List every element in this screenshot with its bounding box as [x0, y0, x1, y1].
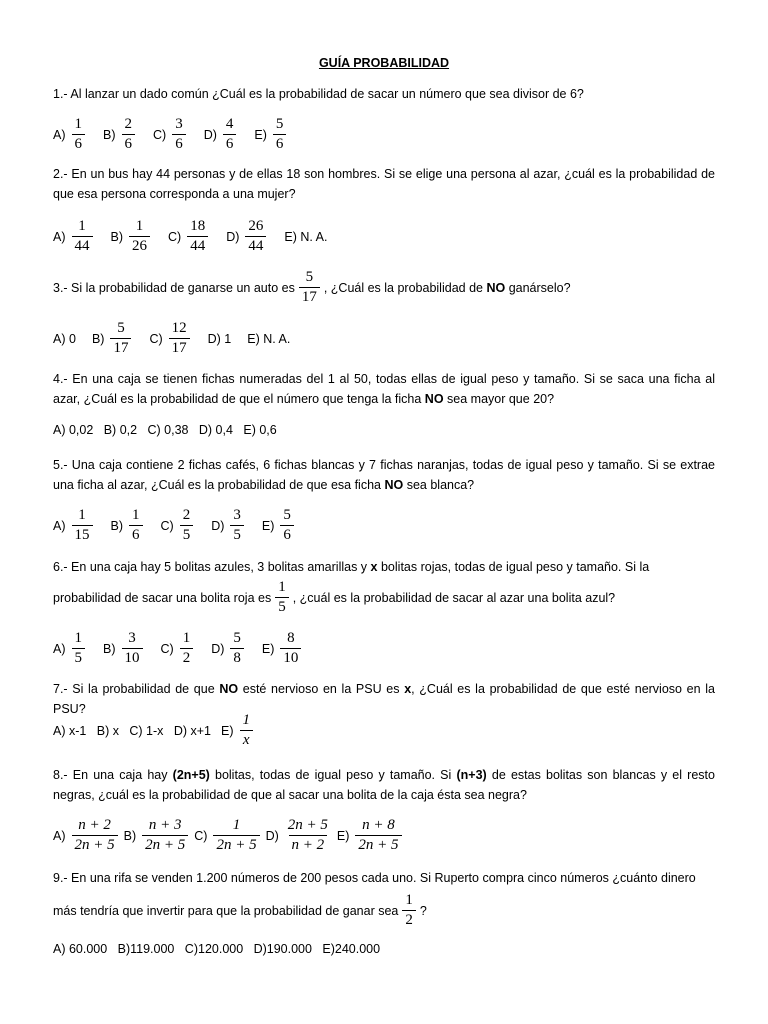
question-9-text-line-1: 9.- En una rifa se venden 1.200 números de 200 pesos cada uno. Si Ruperto compra cinco números ¿cuánto dinero: [53, 871, 696, 885]
question-7-text-start: 7.- Si la probabilidad de que: [53, 682, 215, 696]
fraction-numerator: 5: [275, 116, 284, 132]
option-label: B): [123, 828, 137, 843]
fraction-denominator: 2n + 5: [213, 835, 259, 853]
fraction-denominator: 6: [122, 134, 136, 152]
question-7-text-mid: esté nervioso en la PSU es: [242, 682, 400, 696]
question-6-text-line-2-start: probabilidad de sacar una bolita roja es: [53, 590, 272, 605]
answer-option: [168, 219, 210, 254]
fraction-denominator: 5: [180, 525, 194, 543]
options-a-to-d: A) x-1 B) x C) 1-x D) x+1: [53, 723, 212, 738]
fraction-numerator: 5: [283, 507, 291, 523]
option-label: C): [160, 641, 174, 656]
option-label: B): [110, 518, 123, 533]
fraction-numerator: 1: [132, 507, 140, 523]
fraction: [72, 508, 93, 543]
answer-option: [226, 219, 268, 254]
question-7-text-end: , ¿Cuál es la probabilidad de que esté nervioso en la PSU?: [53, 682, 715, 716]
option-label: D): [211, 518, 225, 533]
question-1-text: 1.- Al lanzar un dado común ¿Cuál es la probabilidad de sacar un número que sea divisor de 6?: [53, 87, 584, 101]
fraction: [223, 117, 237, 152]
fraction: [129, 219, 150, 254]
question-5-options: [53, 508, 733, 543]
question-1-options: [53, 117, 733, 152]
emphasis: NO: [219, 682, 239, 696]
fraction-denominator: 2n + 5: [142, 835, 188, 853]
fraction-numerator: 18: [190, 218, 206, 234]
fraction: [72, 631, 86, 666]
question-2-text: 2.- En un bus hay 44 personas y de ellas 18 son hombres. Si se elige una persona al azar, ¿cuál es la probabilidad de que esa persona corresponda a una mujer?: [53, 167, 715, 201]
fraction: [285, 818, 331, 853]
fraction: [213, 818, 259, 853]
question-4-options: A) 0,02 B) 0,2 C) 0,38 D) 0,4 E) 0,6: [53, 423, 277, 437]
fraction-numerator: 1: [74, 630, 82, 646]
question-4-text-end: sea mayor que 20?: [447, 392, 555, 406]
fraction: [122, 117, 136, 152]
answer-option: [211, 631, 246, 666]
option-label: E): [261, 641, 275, 656]
option-label: E): [261, 518, 275, 533]
question-3-text: [53, 270, 715, 305]
variable-x: x: [404, 682, 412, 696]
fraction: [245, 219, 266, 254]
answer-option: [262, 508, 296, 543]
fraction-numerator: 1: [78, 507, 86, 523]
question-6-text-mid: bolitas rojas, todas de igual peso y tamaño. Si la: [380, 560, 650, 574]
option-label: E): [221, 723, 234, 738]
fraction-denominator: 6: [273, 134, 287, 152]
fraction-numerator: 12: [171, 320, 187, 336]
fraction-denominator: 15: [72, 525, 93, 543]
fraction-numerator: 1: [78, 218, 86, 234]
fraction: [72, 219, 93, 254]
fraction-denominator: 2n + 5: [355, 835, 401, 853]
variable-x: x: [370, 560, 378, 574]
fraction-numerator: n + 8: [362, 817, 395, 833]
answer-option: [337, 818, 404, 853]
answer-option: [53, 117, 87, 152]
fraction-numerator: 2: [182, 507, 191, 523]
question-5-text: [53, 455, 715, 495]
fraction-numerator: 4: [225, 116, 234, 132]
answer-option: [53, 219, 95, 254]
question-6-text-line-1: [53, 557, 715, 577]
question-9-text-line-2-end: ?: [419, 903, 427, 918]
fraction-denominator: 2: [402, 910, 416, 928]
fraction-numerator: 1: [182, 630, 191, 646]
fraction-numerator: 1: [405, 892, 413, 908]
fraction-denominator: 44: [72, 236, 93, 254]
question-3-text-mid: , ¿Cuál es la probabilidad de: [323, 280, 483, 295]
fraction-numerator: 2: [124, 116, 132, 132]
question-5-text-end: sea blanca?: [406, 478, 475, 492]
fraction-denominator: 10: [122, 648, 143, 666]
question-9-options: A) 60.000 B)119.000 C)120.000 D)190.000 E)240.000: [53, 942, 381, 956]
answer-option: [161, 631, 196, 666]
question-7-options: [53, 713, 733, 748]
fraction-denominator: 10: [280, 648, 301, 666]
emphasis: NO: [424, 392, 444, 406]
answer-option: [111, 508, 145, 543]
fraction: [273, 117, 287, 152]
option-label: E): [254, 127, 267, 142]
fraction: [355, 818, 401, 853]
fraction-numerator: 1: [242, 712, 251, 728]
option-label: D): [226, 229, 240, 244]
fraction-denominator: 6: [72, 134, 86, 152]
fraction-numerator: n + 3: [148, 817, 182, 833]
fraction: [280, 508, 294, 543]
fraction: [280, 631, 301, 666]
fraction: [187, 219, 208, 254]
question-5-text-start: 5.- Una caja contiene 2 fichas cafés, 6 fichas blancas y 7 fichas naranjas, todas de igual peso y tamaño. Si se extrae una ficha al azar, ¿Cuál es la probabilidad de que esa ficha: [53, 458, 715, 492]
question-9-text-line-2-start: más tendría que invertir para que la probabilidad de ganar sea: [53, 903, 399, 918]
option-label: C): [168, 229, 182, 244]
fraction-denominator: n + 2: [289, 835, 328, 853]
option-label: E): [336, 828, 350, 843]
fraction: [142, 818, 188, 853]
option-label: A): [53, 518, 66, 533]
fraction: [275, 580, 289, 615]
fraction-numerator: 26: [248, 218, 264, 234]
fraction-denominator: 6: [280, 525, 294, 543]
answer-option: [211, 508, 246, 543]
option-label: C): [153, 127, 167, 142]
option-label: C): [160, 518, 174, 533]
answer-option: [53, 508, 95, 543]
option-label: D): [265, 828, 279, 843]
answer-option: [53, 818, 120, 853]
option-label: A): [53, 127, 66, 142]
fraction: [402, 893, 416, 928]
answer-option: [262, 631, 304, 666]
fraction-denominator: 26: [129, 236, 150, 254]
fraction-denominator: 6: [223, 134, 237, 152]
question-6-text-line-2: [53, 580, 715, 615]
answer-option: [103, 117, 137, 152]
fraction-numerator: n + 2: [78, 817, 111, 833]
fraction-denominator: 17: [169, 338, 190, 356]
option-label: A): [53, 641, 66, 656]
option-d: D) 1: [207, 331, 232, 346]
fraction-numerator: 3: [233, 507, 241, 523]
fraction-numerator: 1: [135, 218, 144, 234]
option-label: B): [91, 331, 105, 346]
answer-option: [149, 321, 191, 356]
fraction-denominator: 5: [230, 525, 244, 543]
fraction-denominator: 17: [299, 287, 320, 305]
answer-option: [153, 117, 188, 152]
question-3-options: [53, 321, 733, 356]
page-title: GUÍA PROBABILIDAD: [318, 56, 450, 70]
question-2-fraction-options: [53, 219, 284, 254]
question-6-text-start: 6.- En una caja hay 5 bolitas azules, 3 bolitas amarillas y: [53, 560, 368, 574]
option-label: B): [103, 127, 116, 142]
answer-option: [194, 818, 261, 853]
fraction: [129, 508, 143, 543]
answer-option: [111, 219, 153, 254]
fraction-numerator: 3: [128, 630, 136, 646]
option-e: E) N. A.: [247, 331, 291, 346]
fraction-numerator: 5: [117, 320, 125, 336]
answer-option: [92, 321, 134, 356]
fraction: [180, 508, 194, 543]
fraction-denominator: 6: [129, 525, 143, 543]
option-label: D): [203, 127, 217, 142]
fraction-denominator: 8: [230, 648, 244, 666]
option-e: E) N. A.: [284, 229, 328, 244]
fraction-numerator: 2n + 5: [287, 817, 328, 833]
answer-option: [161, 508, 196, 543]
fraction: [180, 631, 194, 666]
fraction-numerator: 1: [74, 116, 82, 132]
question-9-text-line-2: [53, 893, 715, 928]
fraction: [72, 818, 118, 853]
fraction-numerator: 5: [233, 630, 241, 646]
option-label: C): [194, 828, 208, 843]
fraction-denominator: 2n + 5: [72, 835, 118, 853]
fraction: [172, 117, 186, 152]
fraction: [299, 270, 320, 305]
question-6-text-line-2-end: , ¿cuál es la probabilidad de sacar al azar una bolita azul?: [292, 590, 616, 605]
fraction: [72, 117, 86, 152]
fraction-numerator: 1: [278, 579, 286, 595]
question-8-text-end: de estas bolitas son blancas y el resto negras, ¿cuál es la probabilidad de que al sacar una bolita de la caja ésta sea negra?: [53, 768, 715, 802]
fraction-denominator: 2: [180, 648, 194, 666]
expression: (n+3): [456, 768, 487, 782]
fraction: [230, 508, 244, 543]
option-a: A) 0: [53, 331, 76, 346]
emphasis: NO: [384, 478, 404, 492]
question-8-options: [53, 818, 733, 853]
option-label: A): [53, 229, 66, 244]
answer-option: [266, 818, 333, 853]
fraction-denominator: 5: [72, 648, 86, 666]
option-e: [221, 713, 255, 748]
option-label: B): [103, 641, 116, 656]
fraction-denominator: 5: [275, 597, 289, 615]
fraction-denominator: 17: [110, 338, 131, 356]
expression: (2n+5): [172, 768, 210, 782]
fraction: [122, 631, 143, 666]
answer-option: [103, 631, 145, 666]
option-label: B): [110, 229, 123, 244]
question-3-text-end: ganárselo?: [508, 280, 571, 295]
option-label: C): [149, 331, 163, 346]
question-3-text-start: 3.- Si la probabilidad de ganarse un auto es: [53, 280, 295, 295]
question-8-text-mid: bolitas, todas de igual peso y tamaño. Si: [215, 768, 452, 782]
answer-option: [53, 631, 87, 666]
fraction-numerator: 8: [287, 630, 295, 646]
option-label: A): [53, 828, 66, 843]
fraction-denominator: 6: [172, 134, 186, 152]
fraction-numerator: 3: [175, 116, 183, 132]
option-label: D): [211, 641, 225, 656]
question-8-text-start: 8.- En una caja hay: [53, 768, 168, 782]
fraction-numerator: 5: [305, 269, 314, 285]
answer-option: [124, 818, 191, 853]
fraction-denominator: 44: [187, 236, 208, 254]
question-8-text: [53, 765, 715, 805]
fraction-numerator: 1: [232, 817, 241, 833]
fraction: [240, 713, 254, 748]
question-2-options: [53, 219, 733, 254]
emphasis: NO: [486, 280, 506, 295]
fraction: [110, 321, 131, 356]
answer-option: [204, 117, 239, 152]
question-4-text: [53, 369, 715, 409]
fraction: [230, 631, 244, 666]
question-4-text-start: 4.- En una caja se tienen fichas numeradas del 1 al 50, todas ellas de igual peso y tamaño. Si se saca una ficha al azar, ¿Cuál es la probabilidad de que el número que tenga la ficha: [53, 372, 715, 406]
question-6-options: [53, 631, 733, 666]
answer-option: [254, 117, 288, 152]
fraction-denominator: 44: [245, 236, 266, 254]
fraction-denominator: x: [240, 730, 253, 748]
question-3-fraction-options: [92, 321, 208, 356]
fraction: [169, 321, 190, 356]
